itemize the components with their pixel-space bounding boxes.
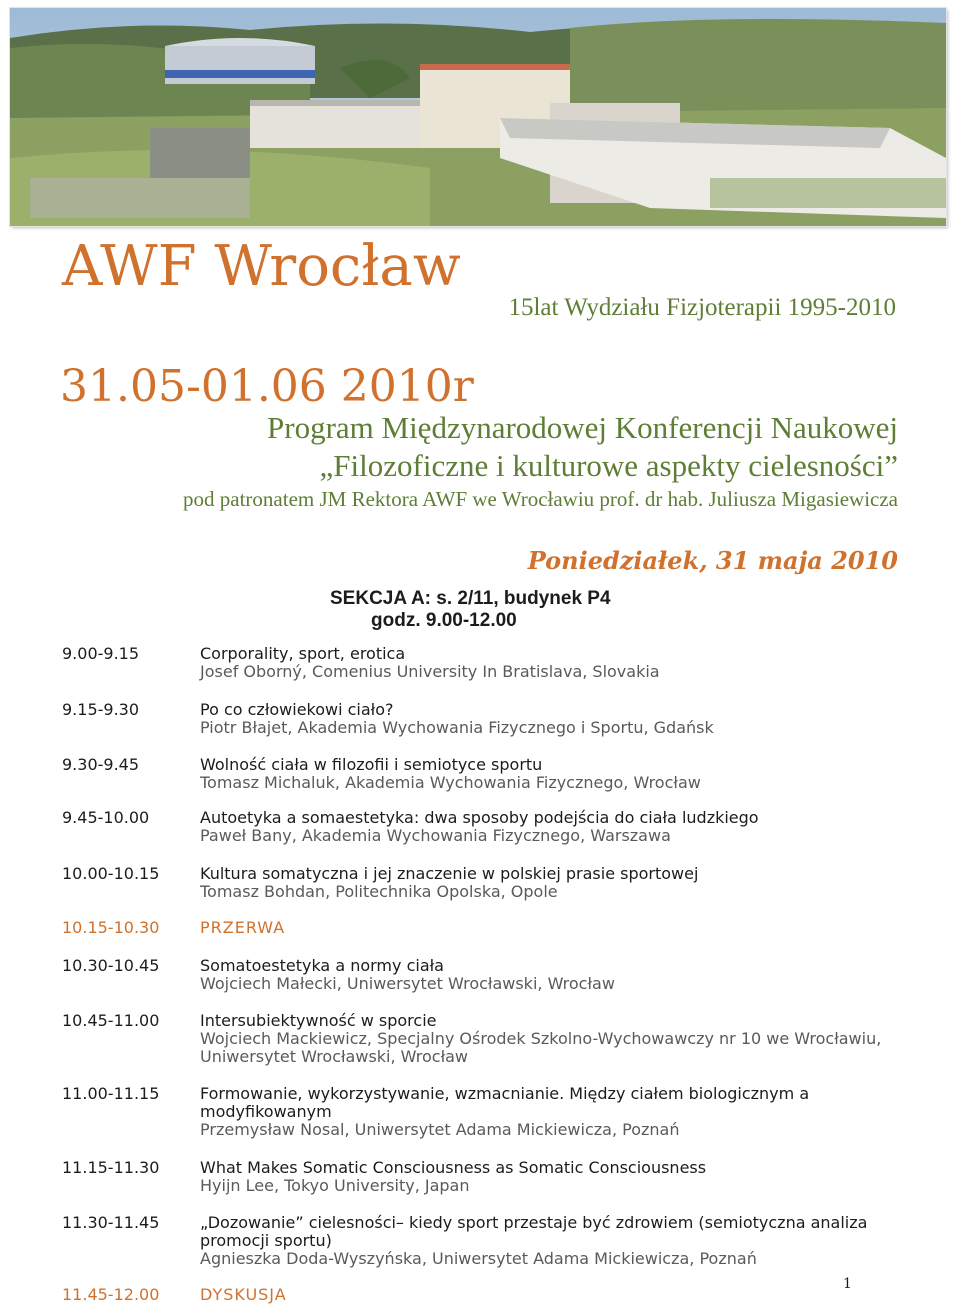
page-number: 1 [843, 1276, 852, 1292]
slot-time: 11.30-11.45 [62, 1213, 160, 1232]
slot-time: 9.00-9.15 [62, 644, 140, 663]
campus-aerial-photo [10, 8, 946, 226]
slot-time: 9.30-9.45 [62, 755, 140, 774]
speaker: Piotr Błajet, Akademia Wychowania Fizycznego i Sportu, Gdańsk [200, 718, 714, 737]
talk-title: Autoetyka a somaestetyka: dwa sposoby podejścia do ciała ludzkiego [200, 808, 759, 827]
speaker: Tomasz Bohdan, Politechnika Opolska, Opole [200, 882, 558, 901]
speaker: Josef Oborný, Comenius University In Bratislava, Slovakia [200, 662, 660, 681]
discussion-label: DYSKUSJA [200, 1285, 287, 1304]
anniversary-subtitle: 15lat Wydziału Fizjoterapii 1995-2010 [508, 294, 896, 321]
slot-time: 9.15-9.30 [62, 700, 140, 719]
program-heading: Program Międzynarodowej Konferencji Naukowej [267, 410, 898, 445]
speaker: Wojciech Małecki, Uniwersytet Wrocławski, Wrocław [200, 974, 615, 993]
slot-time: 10.30-10.45 [62, 956, 160, 975]
speaker: Przemysław Nosal, Uniwersytet Adama Mickiewicza, Poznań [200, 1120, 680, 1139]
slot-time: 11.15-11.30 [62, 1158, 160, 1177]
talk-title: Somatoestetyka a normy ciała [200, 956, 444, 975]
talk-title: „Dozowanie” cielesności– kiedy sport przestaje być zdrowiem (semiotyczna analiza promocji sportu) [200, 1213, 868, 1250]
talk-title: Intersubiektywność w sporcie [200, 1011, 437, 1030]
speaker: Wojciech Mackiewicz, Specjalny Ośrodek Szkolno-Wychowawczy nr 10 we Wrocławiu, Uniwersytet Wrocławski, Wrocław [200, 1029, 882, 1066]
talk-title: Wolność ciała w filozofii i semiotyce sportu [200, 755, 543, 774]
speaker: Tomasz Michaluk, Akademia Wychowania Fizycznego, Wrocław [200, 773, 701, 792]
conference-title: „Filozoficzne i kulturowe aspekty cielesności” [319, 448, 898, 483]
talk-title: Kultura somatyczna i jej znaczenie w polskiej prasie sportowej [200, 864, 699, 883]
slot-time: 10.15-10.30 [62, 918, 160, 937]
speaker: Hyijn Lee, Tokyo University, Japan [200, 1176, 470, 1195]
section-title: SEKCJA A: s. 2/11, budynek P4 [330, 588, 611, 609]
day-heading: Poniedziałek, 31 maja 2010 [527, 546, 898, 575]
speaker: Paweł Bany, Akademia Wychowania Fizycznego, Warszawa [200, 826, 671, 845]
slot-time: 9.45-10.00 [62, 808, 150, 827]
talk-title: Po co człowiekowi ciało? [200, 700, 394, 719]
patronage-line: pod patronatem JM Rektora AWF we Wrocławiu prof. dr hab. Juliusza Migasiewicza [183, 487, 898, 511]
slot-time: 11.00-11.15 [62, 1084, 160, 1103]
conference-dates: 31.05-01.06 2010r [60, 361, 474, 412]
talk-title: Formowanie, wykorzystywanie, wzmacnianie. Między ciałem biologicznym a modyfikowanym [200, 1084, 810, 1121]
talk-title: What Makes Somatic Consciousness as Somatic Consciousness [200, 1158, 707, 1177]
break-label: PRZERWA [200, 918, 286, 937]
talk-title: Corporality, sport, erotica [200, 644, 406, 663]
slot-time: 10.45-11.00 [62, 1011, 160, 1030]
page-title: AWF Wrocław [62, 234, 461, 299]
slot-time: 11.45-12.00 [62, 1285, 160, 1304]
slot-time: 10.00-10.15 [62, 864, 160, 883]
section-time: godz. 9.00-12.00 [371, 610, 517, 631]
speaker: Agnieszka Doda-Wyszyńska, Uniwersytet Adama Mickiewicza, Poznań [200, 1249, 757, 1268]
